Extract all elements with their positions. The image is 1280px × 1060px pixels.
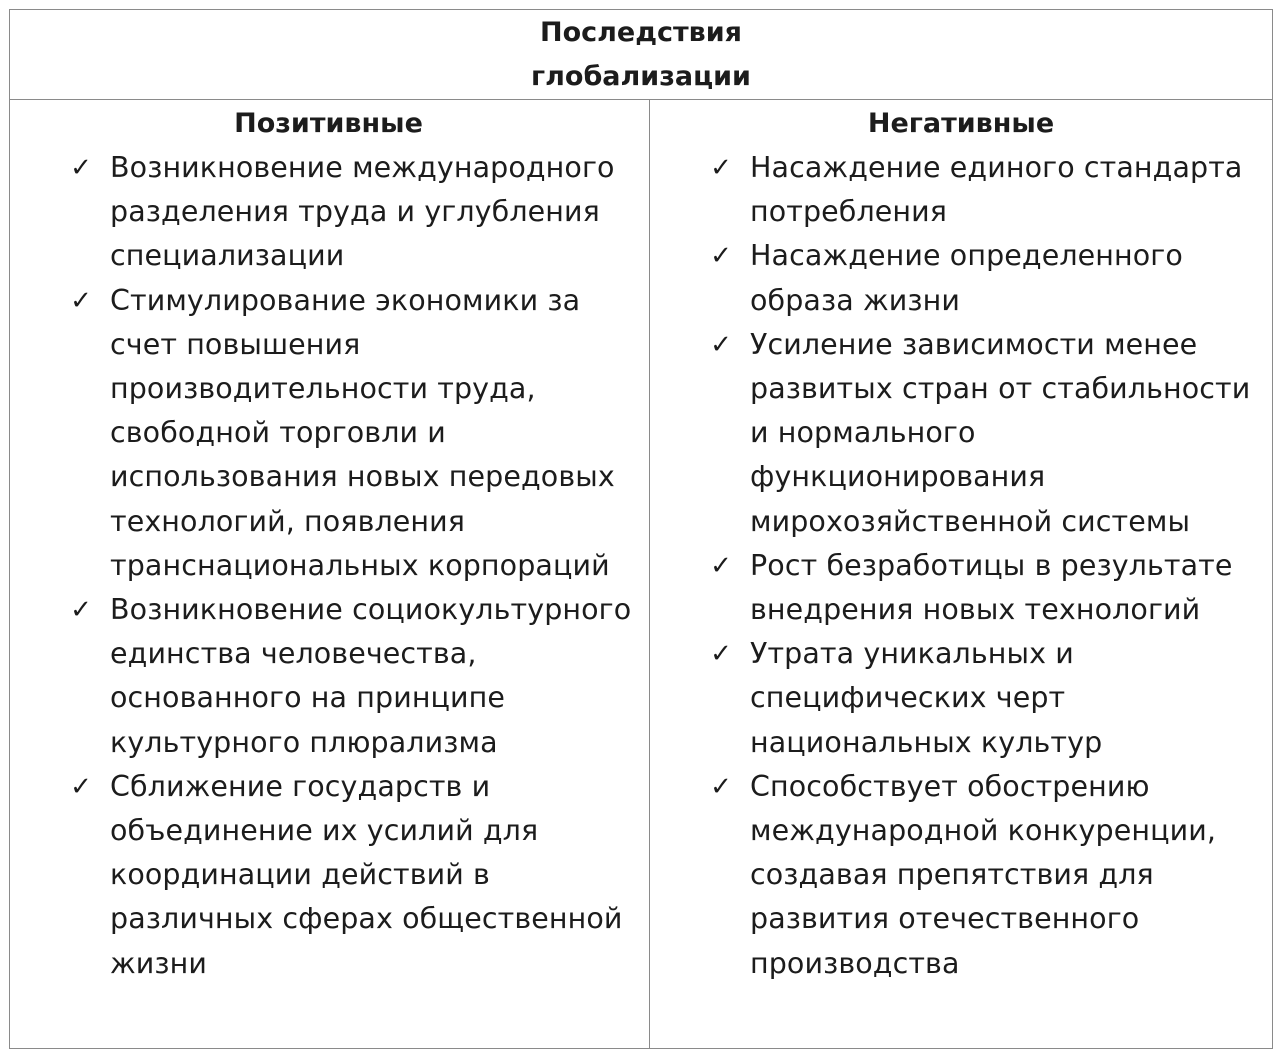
- checkmark-icon: ✓: [710, 241, 732, 272]
- list-item-text-line: основанного на принципе: [110, 681, 506, 715]
- negative-column: [650, 100, 1272, 1048]
- list-item-text-line: потребления: [750, 195, 948, 229]
- list-item: [706, 544, 1272, 632]
- list-item-text-line: Сближение государств и: [110, 769, 491, 803]
- checkmark-icon: ✓: [710, 639, 732, 670]
- checkmark-icon: ✓: [710, 550, 732, 581]
- list-item-text-line: мирохозяйственной системы: [750, 504, 1191, 538]
- list-item-text-line: и нормального: [750, 416, 976, 450]
- list-item-text-line: создавая препятствия для: [750, 858, 1154, 892]
- list-item-text-line: Возникновение международного: [110, 151, 615, 184]
- list-item-text-line: технологий, появления: [110, 504, 466, 538]
- negative-column-heading: Негативные: [867, 108, 1055, 139]
- list-item-text-line: Рост безработицы в результате: [750, 548, 1233, 582]
- list-item-text-line: жизни: [110, 946, 208, 980]
- list-item: [706, 632, 1272, 765]
- list-item-text-line: Насаждение единого стандарта: [750, 151, 1243, 184]
- list-item-text-line: образа жизни: [750, 283, 960, 317]
- list-item-text-line: объединение их усилий для: [110, 814, 539, 848]
- list-item-text-line: единства человечества,: [110, 637, 477, 671]
- list-item-text-line: транснациональных корпораций: [110, 548, 610, 582]
- list-item-text-line: Стимулирование экономики за: [110, 283, 581, 317]
- table-title-line-2: глобализации: [531, 60, 751, 92]
- table-title: [10, 10, 1272, 100]
- list-item: [66, 279, 649, 588]
- list-item-text-line: международной конкуренции,: [750, 814, 1216, 848]
- list-item-text-line: Насаждение определенного: [750, 239, 1183, 273]
- table-title-line-1: Последствия: [539, 16, 743, 48]
- checkmark-icon: ✓: [710, 771, 732, 802]
- list-item: [706, 323, 1272, 544]
- list-item-text-line: Утрата уникальных и: [750, 637, 1074, 671]
- list-item-text-line: специализации: [110, 239, 345, 273]
- list-item: [706, 765, 1272, 986]
- list-item-text-line: использования новых передовых: [110, 460, 615, 494]
- positive-list: [66, 146, 649, 986]
- globalization-consequences-table: [9, 9, 1273, 1049]
- list-item: [66, 146, 649, 279]
- list-item: [66, 588, 649, 765]
- positive-column-heading: Позитивные: [234, 108, 423, 139]
- checkmark-icon: ✓: [710, 153, 732, 183]
- checkmark-icon: ✓: [70, 595, 92, 626]
- list-item: [66, 765, 649, 986]
- list-item-text-line: Усиление зависимости менее: [750, 327, 1198, 361]
- list-item-text-line: Способствует обострению: [750, 769, 1150, 803]
- list-item-text-line: свободной торговли и: [110, 416, 446, 450]
- list-item-text-line: разделения труда и углубления: [110, 195, 600, 229]
- list-item: [706, 146, 1272, 234]
- list-item-text-line: координации действий в: [110, 858, 490, 892]
- list-item-text-line: специфических черт: [750, 681, 1066, 715]
- negative-list: [706, 146, 1272, 986]
- list-item-text-line: функционирования: [750, 460, 1046, 494]
- list-item-text-line: производства: [750, 946, 960, 980]
- list-item-text-line: внедрения новых технологий: [750, 593, 1201, 627]
- checkmark-icon: ✓: [70, 771, 92, 802]
- list-item-text-line: различных сферах общественной: [110, 902, 623, 936]
- list-item-text-line: производительности труда,: [110, 372, 536, 406]
- list-item-text-line: Возникновение социокультурного: [110, 593, 632, 627]
- checkmark-icon: ✓: [70, 285, 92, 316]
- list-item-text-line: развития отечественного: [750, 902, 1140, 936]
- list-item-text-line: культурного плюрализма: [110, 725, 498, 759]
- list-item-text-line: развитых стран от стабильности: [750, 372, 1251, 406]
- checkmark-icon: ✓: [70, 153, 92, 183]
- checkmark-icon: ✓: [710, 329, 732, 360]
- positive-column: [10, 100, 650, 1048]
- list-item-text-line: счет повышения: [110, 327, 361, 361]
- list-item-text-line: национальных культур: [750, 725, 1103, 759]
- list-item: [706, 234, 1272, 322]
